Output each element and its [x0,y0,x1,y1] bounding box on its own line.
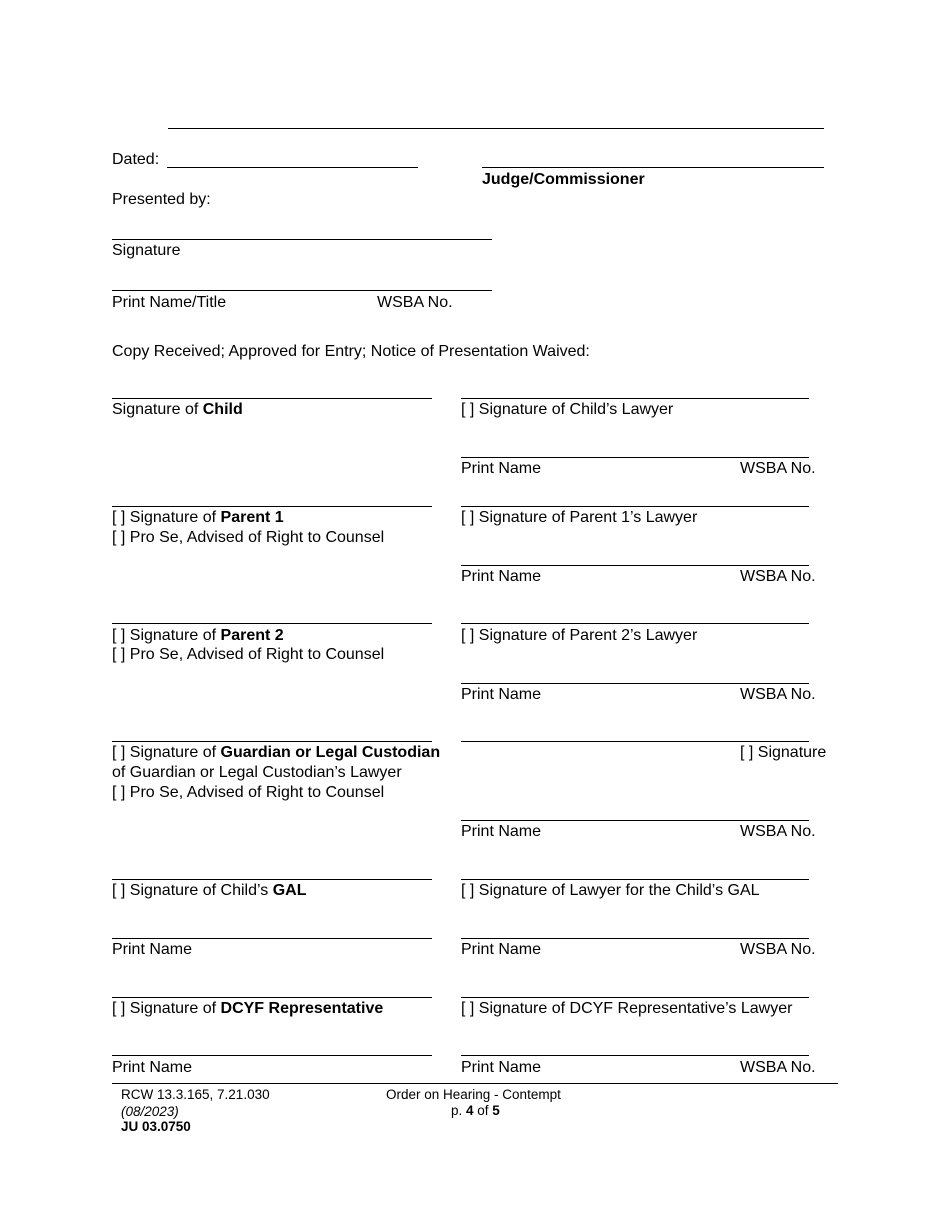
presented-by-label: Presented by: [112,191,211,208]
parent2-signature-label: [ ] Signature of Parent 2 [112,627,284,644]
dcyf-lawyer-wsba-label: WSBA No. [740,1059,816,1076]
parent2-lawyer-signature-label: [ ] Signature of Parent 2’s Lawyer [461,627,698,644]
parent1-pro-se-label: [ ] Pro Se, Advised of Right to Counsel [112,529,385,546]
guardian-lawyer-signature-label: [ ] Signature [740,744,827,761]
gal-signature-label: [ ] Signature of Child’s GAL [112,882,307,899]
guardian-signature-line[interactable] [112,741,432,742]
presenter-signature-line[interactable] [112,239,492,240]
parent2-lawyer-wsba-label: WSBA No. [740,686,816,703]
presenter-signature-label: Signature [112,242,181,259]
copy-received-text: Copy Received; Approved for Entry; Notice of Presentation Waived: [112,343,590,360]
child-lawyer-signature-label: [ ] Signature of Child’s Lawyer [461,401,674,418]
footer-date-code: (08/2023) [121,1104,179,1119]
child-signature-line[interactable] [112,398,432,399]
top-rule [168,128,824,129]
presenter-name-line[interactable] [112,290,492,291]
guardian-lawyer-label-continued: of Guardian or Legal Custodian’s Lawyer [112,764,402,781]
gal-lawyer-signature-label: [ ] Signature of Lawyer for the Child’s GAL [461,882,760,899]
presenter-wsba-label: WSBA No. [377,294,453,311]
parent2-pro-se-label: [ ] Pro Se, Advised of Right to Counsel [112,646,385,663]
child-signature-label: Signature of Child [112,401,243,418]
footer-title: Order on Hearing - Contempt [386,1087,561,1102]
dcyf-signature-label: [ ] Signature of DCYF Representative [112,1000,384,1017]
footer-rcw: RCW 13.3.165, 7.21.030 [121,1087,270,1102]
parent2-lawyer-signature-line[interactable] [461,623,809,624]
child-lawyer-wsba-label: WSBA No. [740,460,816,477]
dated-label: Dated: [112,151,160,168]
parent2-lawyer-print-name-label: Print Name [461,686,542,703]
gal-lawyer-wsba-label: WSBA No. [740,941,816,958]
parent2-signature-line[interactable] [112,623,432,624]
child-lawyer-print-name-label: Print Name [461,460,542,477]
dcyf-name-line[interactable] [112,1055,432,1056]
parent1-lawyer-signature-line[interactable] [461,506,809,507]
guardian-signature-label: [ ] Signature of Guardian or Legal Custodian [112,744,441,761]
parent2-lawyer-name-line[interactable] [461,683,809,684]
parent1-signature-line[interactable] [112,506,432,507]
print-name-title-label: Print Name/Title [112,294,227,311]
judge-commissioner-label: Judge/Commissioner [482,171,645,188]
dcyf-lawyer-signature-line[interactable] [461,997,809,998]
footer-form-code: JU 03.0750 [121,1119,191,1134]
guardian-pro-se-label: [ ] Pro Se, Advised of Right to Counsel [112,784,385,801]
judge-signature-line[interactable] [482,167,824,168]
gal-name-line[interactable] [112,938,432,939]
parent1-lawyer-name-line[interactable] [461,565,809,566]
gal-lawyer-print-name-label: Print Name [461,941,542,958]
guardian-lawyer-signature-line[interactable] [461,741,809,742]
dcyf-lawyer-name-line[interactable] [461,1055,809,1056]
parent1-lawyer-signature-label: [ ] Signature of Parent 1’s Lawyer [461,509,698,526]
dated-field-line[interactable] [167,167,418,168]
parent1-signature-label: [ ] Signature of Parent 1 [112,509,284,526]
dcyf-signature-line[interactable] [112,997,432,998]
dcyf-lawyer-signature-label: [ ] Signature of DCYF Representative’s Lawyer [461,1000,793,1017]
guardian-lawyer-wsba-label: WSBA No. [740,823,816,840]
gal-lawyer-signature-line[interactable] [461,879,809,880]
gal-print-name-label: Print Name [112,941,193,958]
child-lawyer-name-line[interactable] [461,457,809,458]
parent1-lawyer-wsba-label: WSBA No. [740,568,816,585]
guardian-lawyer-name-line[interactable] [461,820,809,821]
guardian-lawyer-print-name-label: Print Name [461,823,542,840]
gal-lawyer-name-line[interactable] [461,938,809,939]
child-lawyer-signature-line[interactable] [461,398,809,399]
dcyf-print-name-label: Print Name [112,1059,193,1076]
footer-rule [112,1083,838,1084]
parent1-lawyer-print-name-label: Print Name [461,568,542,585]
footer-page-indicator: p. 4 of 5 [451,1103,500,1118]
gal-signature-line[interactable] [112,879,432,880]
dcyf-lawyer-print-name-label: Print Name [461,1059,542,1076]
